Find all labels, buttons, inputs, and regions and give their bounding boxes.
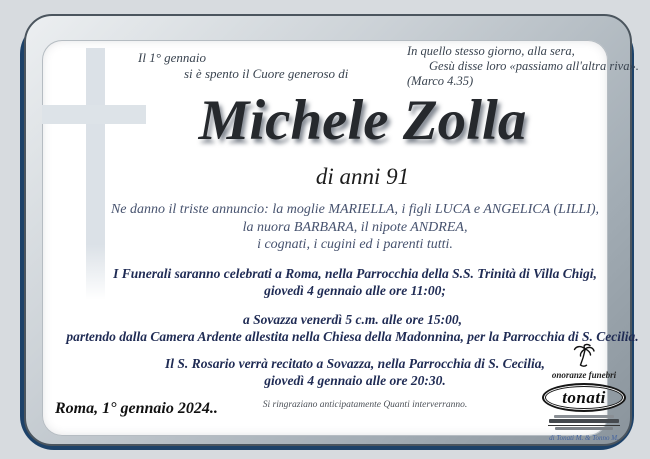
- agency-brand-oval: [542, 383, 626, 412]
- rosary-line-1: Il S. Rosario verrà recitato a Sovazza, nella Parrocchia di S. Cecilia,: [165, 356, 545, 371]
- rosary-line-2: giovedì 4 gennaio alle ore 20:30.: [264, 373, 446, 388]
- transfer-line-2: partendo dalla Camera Ardente allestita nella Chiesa della Madonnina, per la Parrocchia di S. Cecilia.: [66, 329, 639, 344]
- scripture-line-2: Gesù disse loro «passiamo all'altra riva».: [429, 59, 639, 73]
- announcement-line-3: i cognati, i cugini ed i parenti tutti.: [257, 237, 453, 252]
- scripture-line-1: In quello stesso giorno, alla sera,: [407, 44, 575, 58]
- funeral-line-2: giovedì 4 gennaio alle ore 11:00;: [264, 283, 446, 298]
- intro-line-1: Il 1° gennaio: [138, 50, 207, 65]
- deceased-age: di anni 91: [315, 164, 410, 189]
- intro-text: [138, 50, 348, 82]
- palm-tree-icon: [571, 343, 597, 369]
- agency-divider: [548, 425, 620, 426]
- scripture-quote: [407, 44, 639, 89]
- thanks-note: Si ringraziano anticipatamente Quanti interverranno.: [262, 400, 468, 410]
- scripture-line-3: (Marco 4.35): [407, 74, 474, 88]
- agency-footer: di Tonati M. & Tonno M.: [549, 434, 619, 442]
- announcement-line-2: la nuora BARBARA, il nipote ANDREA,: [242, 219, 468, 235]
- transfer-line-1: a Sovazza venerdì 5 c.m. alle ore 15:00,: [243, 312, 462, 327]
- funeral-details: [70, 265, 640, 299]
- agency-microtext-line: [554, 415, 614, 418]
- intro-line-2: si è spento il Cuore generoso di: [184, 66, 349, 81]
- transfer-details: [60, 311, 645, 345]
- agency-tagline: onoranze funebri: [551, 370, 617, 380]
- funeral-line-1: I Funerali saranno celebrati a Roma, nella Parrocchia della S.S. Trinità di Villa Chigi,: [113, 266, 597, 281]
- agency-microtext: [538, 415, 630, 430]
- agency-microtext-line: [549, 419, 619, 423]
- agency-brand-name: tonati: [562, 387, 606, 407]
- agency-microtext-line: [555, 427, 613, 430]
- announcement-line-1: Ne danno il triste annuncio: la moglie MARIELLA, i figli LUCA e ANGELICA (LILLI),: [110, 202, 600, 217]
- announcement-text: [70, 201, 640, 254]
- place-and-date: Roma, 1° gennaio 2024..: [55, 400, 218, 417]
- deceased-name: Michele Zolla: [198, 89, 527, 152]
- funeral-home-logo: [538, 343, 630, 442]
